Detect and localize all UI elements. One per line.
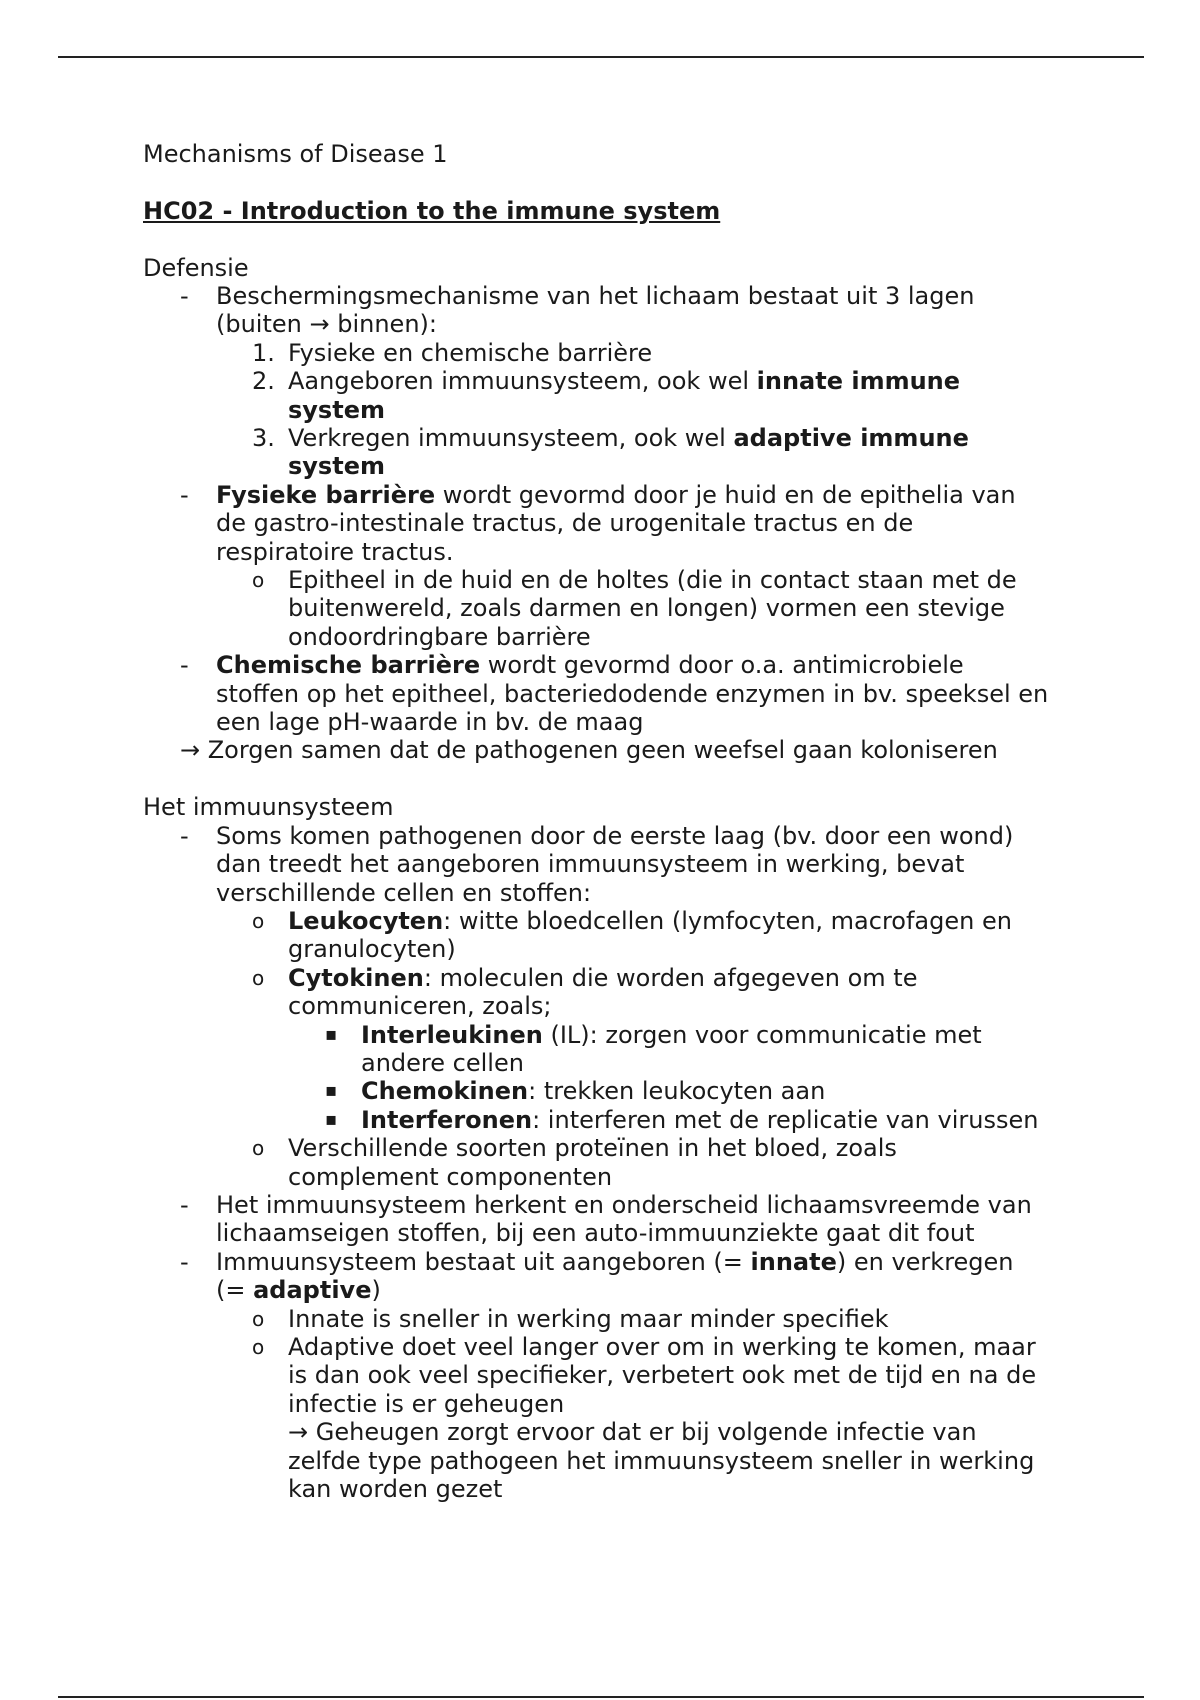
footer-rule xyxy=(58,1696,1144,1698)
dash-bullet: - xyxy=(180,821,189,850)
sub-list-item: o Innate is sneller in werking maar minder specifiek xyxy=(252,1304,889,1333)
sub-list-item: o Verschillende soorten proteïnen in het bloed, zoals complement componenten xyxy=(252,1134,897,1191)
circle-bullet: o xyxy=(252,1306,265,1331)
list-item: - Immuunsysteem bestaat uit aangeboren (= innate) en verkregen (= adaptive) xyxy=(180,1247,1014,1305)
dash-bullet: - xyxy=(180,651,189,680)
list-item: - Chemische barrière wordt gevormd door o.a. antimicrobiele stoffen op het epitheel, bacteriedodende enzymen in bv. speeksel en een lage pH-waarde in bv. de maag xyxy=(180,651,1049,737)
sub-list-item: o Leukocyten: witte bloedcellen (lymfocyten, macrofagen en granulocyten) xyxy=(252,906,1012,964)
sub-sub-list-item: ▪ Interferonen: interferen met de replicatie van virussen xyxy=(325,1105,1039,1134)
circle-bullet: o xyxy=(252,568,265,593)
sub-list-item: o Epitheel in de huid en de holtes (die in contact staan met de buitenwereld, zoals darmen en longen) vormen een stevige ondoordringbare barrière xyxy=(252,566,1017,651)
header-rule xyxy=(58,56,1144,58)
square-bullet: ▪ xyxy=(325,1023,338,1045)
conclusion-line: → Zorgen samen dat de pathogenen geen weefsel gaan koloniseren xyxy=(180,736,998,765)
dash-bullet: - xyxy=(180,480,189,509)
course-title: Mechanisms of Disease 1 xyxy=(143,140,448,168)
sub-list-item: o Cytokinen: moleculen die worden afgegeven om te communiceren, zoals; xyxy=(252,963,918,1021)
list-item: - Fysieke barrière wordt gevormd door je huid en de epithelia van de gastro-intestinale tractus, de urogenitale tractus en de respiratoire tractus. xyxy=(180,480,1016,566)
square-bullet: ▪ xyxy=(325,1080,338,1102)
document-body xyxy=(143,140,1083,1503)
list-item: - Beschermingsmechanisme van het lichaam bestaat uit 3 lagen (buiten → binnen): xyxy=(180,281,975,339)
circle-bullet: o xyxy=(252,965,265,990)
dash-bullet: - xyxy=(180,1247,189,1276)
list-item: - Het immuunsysteem herkent en onderscheid lichaamsvreemde van lichaamseigen stoffen, bij een auto-immuunziekte gaat dit fout xyxy=(180,1190,1032,1248)
sub-sub-list-item: ▪ Interleukinen (IL): zorgen voor communicatie met andere cellen xyxy=(325,1020,982,1077)
dash-bullet: - xyxy=(180,1190,189,1219)
numbered-item: 3. Verkregen immuunsysteem, ook wel adaptive immune system xyxy=(252,424,969,481)
numbered-item: 1. Fysieke en chemische barrière xyxy=(252,338,653,367)
numbered-item: 2. Aangeboren immuunsysteem, ook wel innate immune system xyxy=(252,367,961,424)
sub-list-item: o Adaptive doet veel langer over om in werking te komen, maar is dan ook veel specifieker, verbetert ook met de tijd en na de infectie is er geheugen → Geheugen zorgt ervoor dat er bij volgende infectie van zelfde type pathogeen het immuunsysteem sneller in werking kan worden gezet xyxy=(252,1333,1037,1504)
list-item: - Soms komen pathogenen door de eerste laag (bv. door een wond) dan treedt het aangeboren immuunsysteem in werking, bevat verschillende cellen en stoffen: xyxy=(180,821,1014,907)
square-bullet: ▪ xyxy=(325,1108,338,1130)
page-heading: HC02 - Introduction to the immune system xyxy=(143,196,721,225)
sub-sub-list-item: ▪ Chemokinen: trekken leukocyten aan xyxy=(325,1077,826,1106)
circle-bullet: o xyxy=(252,1136,265,1161)
section-title-immuunsysteem: Het immuunsysteem xyxy=(143,793,394,822)
section-title-defensie: Defensie xyxy=(143,253,249,282)
dash-bullet: - xyxy=(180,281,189,310)
circle-bullet: o xyxy=(252,1335,265,1359)
circle-bullet: o xyxy=(252,908,265,933)
